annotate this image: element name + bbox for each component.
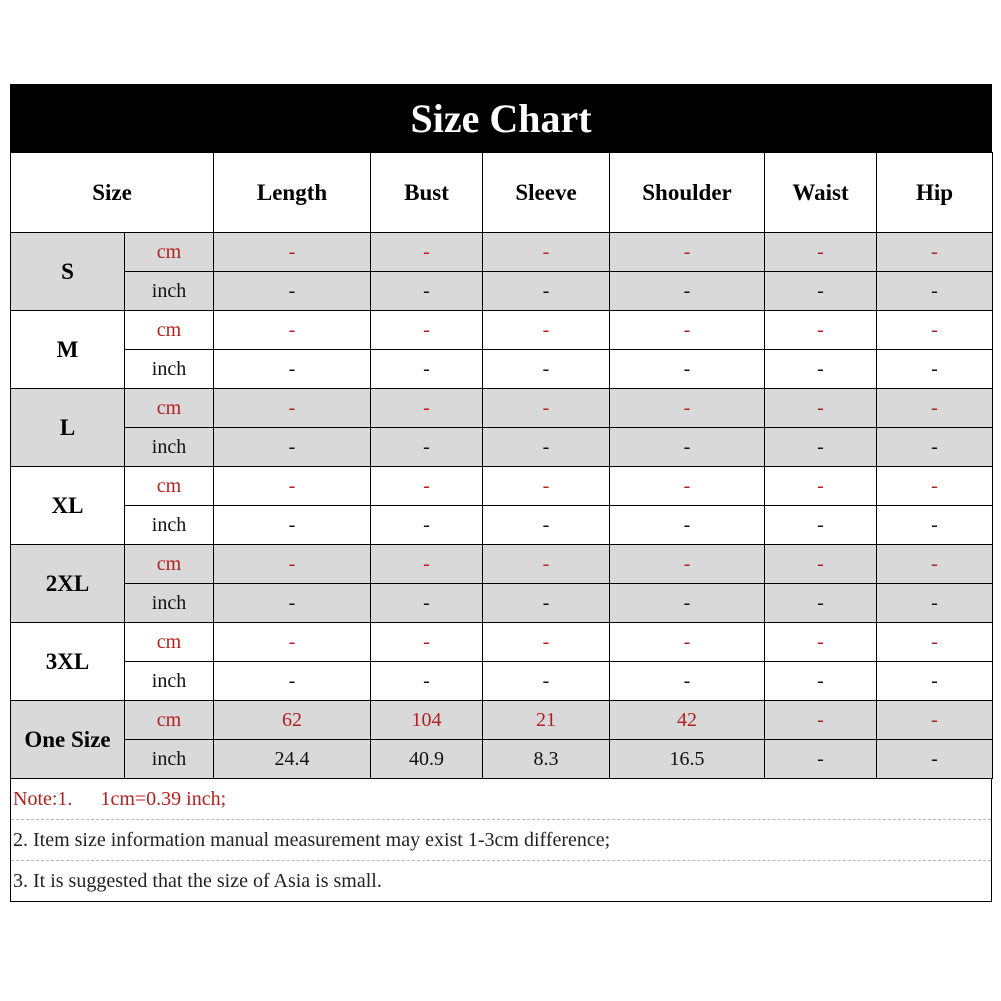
measurement-cell: - [765,350,877,389]
table-row [11,506,993,545]
size-group [11,467,993,545]
measurement-cell: - [877,662,993,701]
notes [10,779,992,902]
measurement-cell: - [877,545,993,584]
size-group [11,545,993,623]
measurement-cell: - [765,662,877,701]
unit-label: inch [125,584,214,623]
measurement-cell: 24.4 [214,740,371,779]
measurement-cell: - [371,584,483,623]
measurement-cell: - [483,467,610,506]
measurement-cell: - [765,428,877,467]
measurement-cell: - [877,701,993,740]
measurement-cell: - [371,623,483,662]
size-chart [10,84,992,902]
measurement-cell: - [371,233,483,272]
chart-title: Size Chart [10,84,992,152]
measurement-cell: - [483,233,610,272]
unit-label: inch [125,506,214,545]
header-bust: Bust [371,153,483,233]
size-group [11,623,993,701]
measurement-cell: - [483,350,610,389]
table-row [11,545,993,584]
unit-label: inch [125,428,214,467]
measurement-cell: - [610,350,765,389]
size-label: 2XL [11,545,125,623]
measurement-cell: - [214,233,371,272]
measurement-cell: - [371,428,483,467]
size-label: L [11,389,125,467]
measurement-cell: - [610,584,765,623]
measurement-cell: - [610,506,765,545]
unit-label: cm [125,545,214,584]
table-row [11,350,993,389]
measurement-cell: - [214,623,371,662]
size-label: XL [11,467,125,545]
table-row [11,389,993,428]
table-row [11,701,993,740]
measurement-cell: - [483,662,610,701]
measurement-cell: - [371,467,483,506]
measurement-cell: - [214,545,371,584]
measurement-cell: 42 [610,701,765,740]
measurement-cell: - [610,545,765,584]
measurement-cell: - [483,506,610,545]
measurement-cell: - [877,584,993,623]
measurement-cell: - [483,311,610,350]
measurement-cell: - [610,662,765,701]
header-shoulder: Shoulder [610,153,765,233]
measurement-cell: - [371,506,483,545]
measurement-cell: 62 [214,701,371,740]
measurement-cell: - [877,311,993,350]
unit-label: cm [125,389,214,428]
measurement-cell: - [877,350,993,389]
measurement-cell: - [610,389,765,428]
measurement-cell: - [765,467,877,506]
measurement-cell: - [610,623,765,662]
measurement-cell: - [214,428,371,467]
measurement-cell: - [765,740,877,779]
header-hip: Hip [877,153,993,233]
unit-label: inch [125,272,214,311]
table-row [11,428,993,467]
size-group [11,389,993,467]
measurement-cell: - [483,272,610,311]
note-3: 3. It is suggested that the size of Asia is small. [13,869,382,892]
table-row [11,272,993,311]
measurement-cell: - [877,623,993,662]
header-length: Length [214,153,371,233]
note-1 [11,779,991,820]
note-2: 2. Item size information manual measurement may exist 1-3cm difference; [11,820,991,861]
measurement-cell: - [371,272,483,311]
measurement-cell: - [371,389,483,428]
measurement-cell: 104 [371,701,483,740]
measurement-cell: - [765,233,877,272]
measurement-cell: - [371,311,483,350]
measurement-cell: - [877,467,993,506]
header-waist: Waist [765,153,877,233]
measurement-cell: - [483,389,610,428]
measurement-cell: - [765,506,877,545]
header-size: Size [11,153,214,233]
size-label: M [11,311,125,389]
table-row [11,623,993,662]
unit-label: cm [125,623,214,662]
measurement-cell: - [483,623,610,662]
note-1-label: Note:1. [13,787,73,810]
measurement-cell: - [214,506,371,545]
measurement-cell: - [214,389,371,428]
unit-label: cm [125,311,214,350]
measurement-cell: 21 [483,701,610,740]
measurement-cell: - [371,350,483,389]
measurement-cell: - [610,428,765,467]
table-row [11,467,993,506]
table-row [11,233,993,272]
measurement-cell: - [214,311,371,350]
unit-label: cm [125,701,214,740]
measurement-cell: - [877,740,993,779]
measurement-cell: - [371,545,483,584]
measurement-cell: - [877,389,993,428]
measurement-cell: - [765,701,877,740]
measurement-cell: - [214,584,371,623]
size-group [11,233,993,311]
measurement-cell: - [765,311,877,350]
measurement-cell: - [765,545,877,584]
measurement-cell: - [214,662,371,701]
measurement-cell: - [483,584,610,623]
unit-label: inch [125,662,214,701]
measurement-cell: - [610,272,765,311]
size-label: 3XL [11,623,125,701]
measurement-cell: - [610,467,765,506]
measurement-cell: 16.5 [610,740,765,779]
size-label: One Size [11,701,125,779]
measurement-cell: - [877,233,993,272]
measurement-cell: - [877,428,993,467]
size-group [11,311,993,389]
measurement-cell: - [483,545,610,584]
measurement-cell: - [765,584,877,623]
table-row [11,584,993,623]
measurement-cell: - [610,233,765,272]
measurement-cell: - [214,467,371,506]
table-row [11,662,993,701]
measurement-cell: - [483,428,610,467]
unit-label: inch [125,350,214,389]
measurement-cell: - [214,272,371,311]
measurement-cell: 40.9 [371,740,483,779]
measurement-cell: - [765,272,877,311]
measurement-cell: - [610,311,765,350]
measurement-cell: - [877,272,993,311]
unit-label: cm [125,233,214,272]
size-label: S [11,233,125,311]
header-sleeve: Sleeve [483,153,610,233]
size-group [11,701,993,779]
table-row [11,311,993,350]
unit-label: cm [125,467,214,506]
measurement-cell: - [765,623,877,662]
header-row [11,153,993,233]
measurement-cell: - [371,662,483,701]
note-1-text: 1cm=0.39 inch; [100,787,227,810]
measurement-cell: - [765,389,877,428]
unit-label: inch [125,740,214,779]
measurement-cell: 8.3 [483,740,610,779]
table-row [11,740,993,779]
measurement-cell: - [214,350,371,389]
size-table [10,152,993,779]
measurement-cell: - [877,506,993,545]
